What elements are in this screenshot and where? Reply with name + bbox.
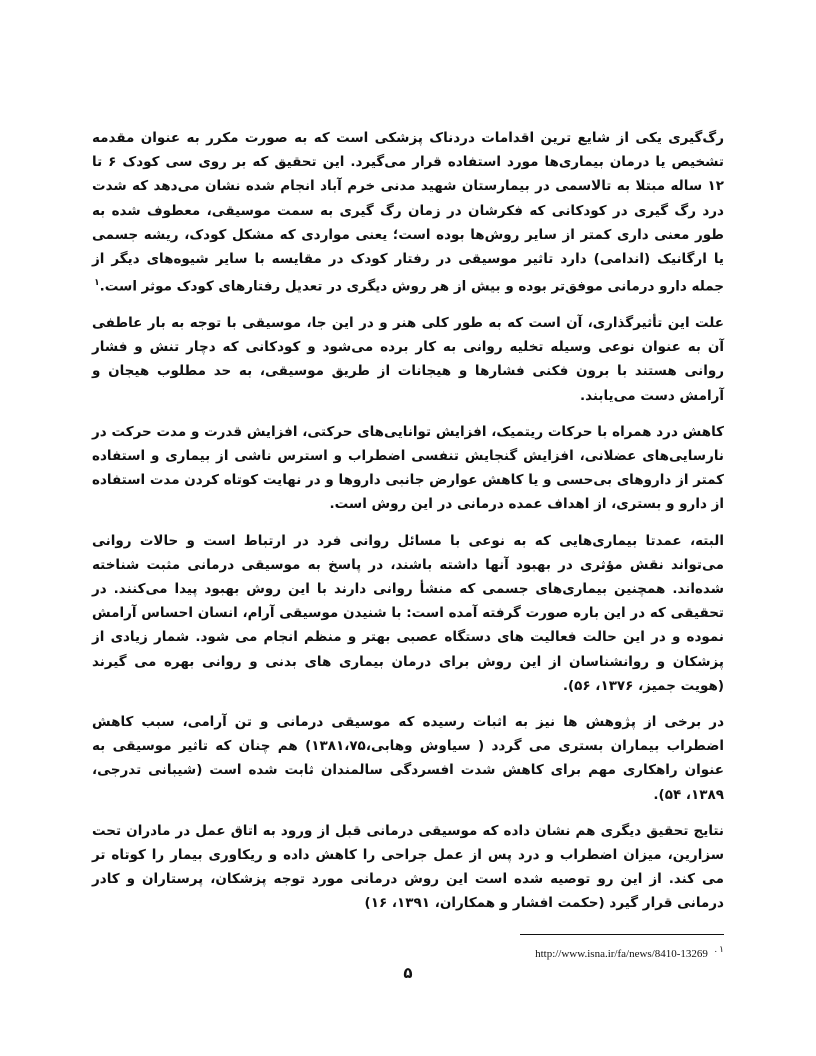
footnote-reference[interactable]: ۱: [94, 278, 100, 289]
document-body: [92, 126, 724, 928]
footnote: [224, 942, 724, 961]
footnote-marker: ۱ .: [714, 944, 724, 954]
paragraph-text: رگ‌گیری یکی از شایع ترین اقدامات دردناک پزشکی است که به صورت مکرر به عنوان مقدمه تشخیص یا درمان بیماری‌ها مورد استفاده قرار می‌گیرد. این تحقیق که بر روی سی کودک ۶ تا ۱۲ ساله مبتلا به تالاسمی در بیمارستان شهید مدنی خرم آباد انجام شده نشان می‌دهد که شدت درد رگ گیری در کودکانی که فکرشان در زمان رگ گیری به سمت موسیقی، معطوف شده به طور معنی داری کمتر از سایر روش‌ها بوده است؛ یعنی مواردی که مشکل کودک، ریشه جسمی یا ارگانیک (اندامی) دارد تاثیر موسیقی در رفتار کودک در مقایسه با سایر شیوه‌های دیگر از جمله دارو درمانی موفق‌تر بوده و بیش از هر روش دیگری در تعدیل رفتارهای کودک موثر است.: [92, 130, 724, 295]
paragraph-emotional-effect: علت این تأثیرگذاری، آن است که به طور کلی هنر و در این جا، موسیقی با توجه به بار عاطفی آن به عنوان نوعی وسیله تخلیه روانی به کار برده می‌شود و کودکانی که دچار تنش و فشار روانی هستند با برون فکنی فشارها و هیجانات از طریق موسیقی، به حد مطلوب هیجان و آرامش دست می‌یابند.: [92, 314, 724, 404]
footnote-link[interactable]: http://www.isna.ir/fa/news/8410-13269: [535, 947, 708, 960]
paragraph-therapeutic-goals: کاهش درد همراه با حرکات ریتمیک، افزایش توانایی‌های حرکتی، افزایش قدرت و مدت حرکت در نارسایی‌های عضلانی، افزایش گنجایش تنفسی اضطراب و استرس ناشی از بیماری و استفاده کمتر از داروهای بی‌حسی و یا کاهش عوارض جانبی داروها و در نهایت کوتاه کردن مدت استفاده از دارو و بستری، از اهداف عمده درمانی در این روش است.: [92, 423, 724, 513]
paragraph-cesarean-study: نتایج تحقیق دیگری هم نشان داده که موسیقی درمانی قبل از ورود به اتاق عمل در مادران تحت سزارین، میزان اضطراب و درد پس از عمل جراحی را کاهش داده و ریکاوری بیمار را کوتاه تر می کند. از این رو توصیه شده است این روش درمانی مورد توجه پزشکان، پرستاران و کادر درمانی قرار گیرد (حکمت افشار و همکاران، ۱۳۹۱، ۱۶): [92, 822, 724, 912]
page-number: ۵: [403, 964, 413, 982]
paragraph-phlebotomy-study: [92, 126, 724, 299]
paragraph-anxiety-research: در برخی از پژوهش ها نیز به اثبات رسیده که موسیقی درمانی و تن آرامی، سبب کاهش اضطراب بیماران بستری می گردد ( سیاوش وهابی،۱۳۸۱،۷۵) هم چنان که تاثیر موسیقی به عنوان راهکاری مهم برای کاهش شدت افسردگی سالمندان ثابت شده است (شیبانی تدرجی، ۱۳۸۹، ۵۴).: [92, 713, 724, 803]
footnote-divider: [520, 934, 724, 935]
paragraph-psychosomatic: البته، عمدتا بیماری‌هایی که به نوعی با مسائل روانی فرد در ارتباط است و حالات روانی می‌تواند نقش مؤثری در بهبود آنها داشته باشند، در پاسخ به موسیقی درمانی مثبت شناخته شده‌اند. همچنین بیماری‌های جسمی که منشأ روانی دارند با این روش بهبود پیدا می‌کنند. در تحقیقی که در این باره صورت گرفته آمده است: با شنیدن موسیقی آرام، انسان احساس آرامش نموده و در این حالت فعالیت های دستگاه عصبی بهتر و منظم انجام می شود. شمار زیادی از پزشکان و روانشناسان از این روش برای درمان بیماری های بدنی و روانی بهره می گیرند (هویت جمیز، ۱۳۷۶، ۵۶).: [92, 532, 724, 694]
